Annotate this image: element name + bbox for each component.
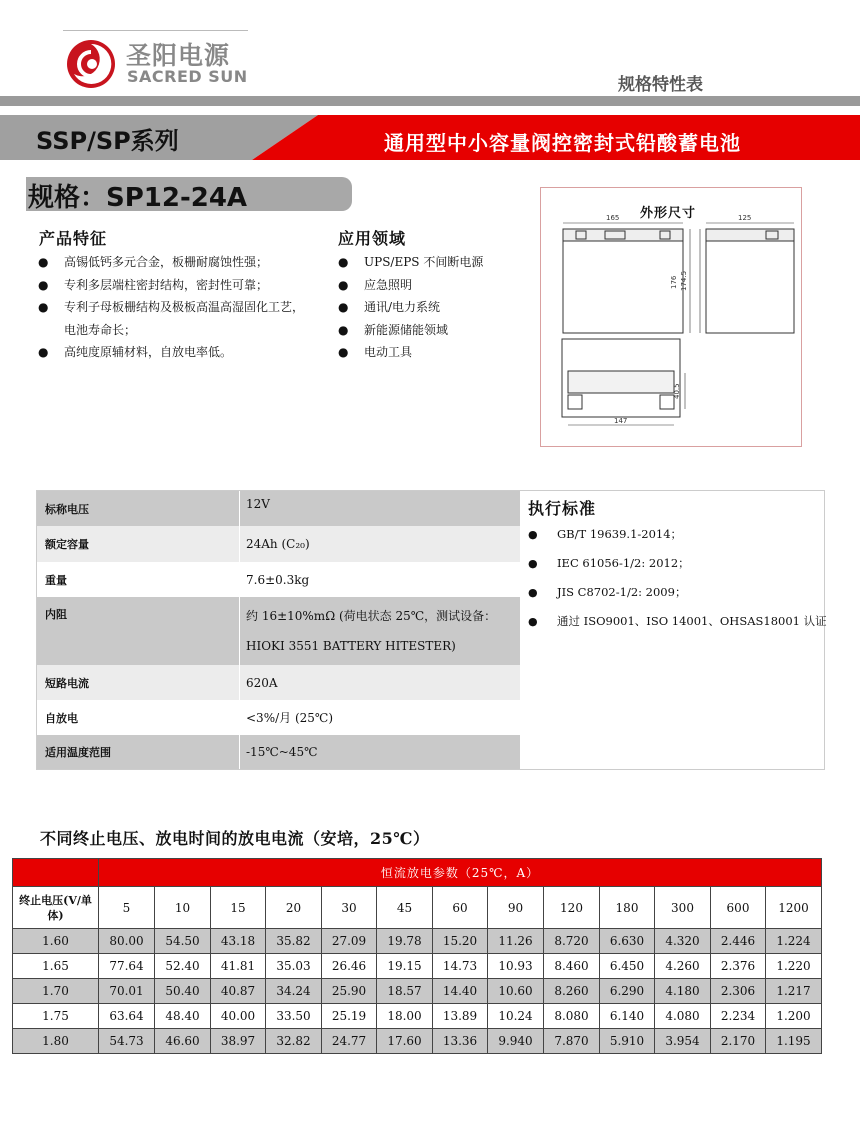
applications-title: 应用领域 (338, 229, 407, 248)
discharge-value-cell: 4.320 (655, 929, 711, 954)
discharge-time-cell: 20 (266, 887, 322, 929)
application-item: ● 新能源储能领域 (338, 319, 538, 342)
spec-row (37, 597, 520, 665)
discharge-value-cell: 13.36 (433, 1029, 488, 1054)
standards-title: 执行标准 (528, 499, 597, 518)
discharge-value-cell: 35.03 (266, 954, 322, 979)
brand-name-cn: 圣阳电源 (126, 41, 231, 70)
discharge-value-cell: 19.78 (377, 929, 433, 954)
discharge-value-cell: 2.306 (711, 979, 766, 1004)
spec-value: <3%/月 (25℃) (239, 700, 520, 735)
features-title: 产品特征 (39, 229, 108, 248)
discharge-time-cell: 10 (155, 887, 211, 929)
feature-item: ● 专利多层端柱密封结构，密封性可靠； (38, 274, 310, 297)
discharge-time-cell: 5 (99, 887, 155, 929)
discharge-value-cell: 10.24 (488, 1004, 544, 1029)
standard-item: ● 通过 ISO9001、ISO 14001、OHSAS18001 认证 (528, 607, 827, 667)
features-list (38, 251, 310, 364)
discharge-value-cell: 13.89 (433, 1004, 488, 1029)
dim-terminal-height: 40.5 (673, 383, 681, 399)
discharge-group-header: 恒流放电参数（25℃，A） (99, 859, 822, 887)
discharge-row (13, 954, 822, 979)
discharge-value-cell: 33.50 (266, 1004, 322, 1029)
discharge-time-header-row (13, 887, 822, 929)
dim-total-height: 174.5 (680, 270, 688, 291)
discharge-value-cell: 80.00 (99, 929, 155, 954)
standard-item: ● JIS C8702-1/2: 2009； (528, 578, 827, 607)
discharge-value-cell: 2.170 (711, 1029, 766, 1054)
spec-row (37, 562, 520, 597)
discharge-value-cell: 7.870 (544, 1029, 600, 1054)
document-type: 规格特性表 (618, 75, 703, 95)
spec-row (37, 735, 520, 769)
discharge-value-cell: 43.18 (211, 929, 266, 954)
discharge-row (13, 1029, 822, 1054)
discharge-value-cell: 11.26 (488, 929, 544, 954)
header-divider (0, 96, 860, 106)
spec-value: 24Ah (C₂₀) (239, 526, 520, 562)
dim-length: 165 (606, 214, 620, 222)
discharge-value-cell: 6.140 (600, 1004, 655, 1029)
discharge-value-cell: 48.40 (155, 1004, 211, 1029)
spec-row (37, 526, 520, 562)
spec-key: 自放电 (45, 711, 78, 725)
discharge-value-cell: 52.40 (155, 954, 211, 979)
discharge-value-cell: 4.260 (655, 954, 711, 979)
discharge-value-cell: 15.20 (433, 929, 488, 954)
discharge-value-cell: 6.630 (600, 929, 655, 954)
discharge-group-header-row (13, 859, 822, 887)
discharge-value-cell: 26.46 (322, 954, 377, 979)
discharge-voltage-cell: 1.75 (13, 1004, 99, 1029)
discharge-value-cell: 35.82 (266, 929, 322, 954)
spec-key: 重量 (45, 573, 67, 587)
standard-item: ● IEC 61056-1/2: 2012； (528, 549, 827, 578)
discharge-value-cell: 17.60 (377, 1029, 433, 1054)
spec-value: 7.6±0.3kg (239, 562, 520, 597)
brand-name-en: SACRED SUN (127, 67, 248, 86)
spec-key: 短路电流 (45, 676, 89, 690)
spec-row (37, 491, 520, 526)
discharge-voltage-cell: 1.65 (13, 954, 99, 979)
discharge-value-cell: 24.77 (322, 1029, 377, 1054)
discharge-value-cell: 5.910 (600, 1029, 655, 1054)
discharge-value-cell: 63.64 (99, 1004, 155, 1029)
standard-item: ● GB/T 19639.1-2014； (528, 520, 827, 549)
spec-row (37, 665, 520, 700)
discharge-voltage-cell: 1.70 (13, 979, 99, 1004)
spec-key: 额定容量 (45, 538, 89, 551)
feature-item: ● 高纯度原辅材料，自放电率低。 (38, 341, 310, 364)
discharge-value-cell: 46.60 (155, 1029, 211, 1054)
spec-key: 内阻 (45, 608, 67, 621)
discharge-value-cell: 27.09 (322, 929, 377, 954)
discharge-time-cell: 120 (544, 887, 600, 929)
discharge-time-cell: 300 (655, 887, 711, 929)
discharge-value-cell: 1.217 (766, 979, 822, 1004)
spec-row (37, 700, 520, 735)
discharge-row (13, 979, 822, 1004)
application-item: ● 电动工具 (338, 341, 538, 364)
discharge-value-cell: 54.50 (155, 929, 211, 954)
discharge-value-cell: 9.940 (488, 1029, 544, 1054)
discharge-value-cell: 77.64 (99, 954, 155, 979)
discharge-value-cell: 1.220 (766, 954, 822, 979)
spec-value: 620A (239, 665, 520, 700)
application-item: ● 应急照明 (338, 274, 538, 297)
discharge-value-cell: 14.40 (433, 979, 488, 1004)
application-item: ● UPS/EPS 不间断电源 (338, 251, 538, 274)
spec-value: -15℃~45℃ (239, 735, 520, 769)
discharge-row (13, 1004, 822, 1029)
discharge-value-cell: 32.82 (266, 1029, 322, 1054)
discharge-voltage-cell: 1.60 (13, 929, 99, 954)
discharge-value-cell: 10.60 (488, 979, 544, 1004)
discharge-time-cell: 60 (433, 887, 488, 929)
discharge-corner-cell (13, 859, 99, 887)
spec-value: 12V (239, 491, 520, 526)
feature-item: ● 专利子母板栅结构及极板高温高湿固化工艺，电池寿命长； (38, 296, 310, 341)
discharge-value-cell: 14.73 (433, 954, 488, 979)
battery-outline-drawing (540, 187, 802, 447)
discharge-value-cell: 25.90 (322, 979, 377, 1004)
dim-width: 125 (738, 214, 752, 222)
discharge-value-cell: 18.00 (377, 1004, 433, 1029)
spec-value: 约 16±10%mΩ (荷电状态 25℃，测试设备：HIOKI 3551 BATTERY HITESTER) (239, 597, 520, 665)
discharge-time-cell: 600 (711, 887, 766, 929)
discharge-value-cell: 41.81 (211, 954, 266, 979)
discharge-value-cell: 50.40 (155, 979, 211, 1004)
drawing-title: 外形尺寸 (640, 206, 697, 221)
discharge-value-cell: 34.24 (266, 979, 322, 1004)
discharge-value-cell: 18.57 (377, 979, 433, 1004)
discharge-value-cell: 6.450 (600, 954, 655, 979)
spec-key: 标称电压 (45, 502, 89, 516)
product-type: 通用型中小容量阀控密封式铅酸蓄电池 (384, 131, 741, 155)
spec-key: 适用温度范围 (45, 746, 111, 759)
discharge-value-cell: 40.00 (211, 1004, 266, 1029)
discharge-value-cell: 8.080 (544, 1004, 600, 1029)
discharge-value-cell: 8.720 (544, 929, 600, 954)
discharge-title: 不同终止电压、放电时间的放电电流（安培，25℃） (40, 829, 430, 848)
series-name: SSP/SP系列 (36, 127, 179, 155)
discharge-value-cell: 1.195 (766, 1029, 822, 1054)
discharge-value-cell: 2.446 (711, 929, 766, 954)
discharge-time-cell: 15 (211, 887, 266, 929)
discharge-value-cell: 4.180 (655, 979, 711, 1004)
feature-item: ● 高锡低钙多元合金，板栅耐腐蚀性强； (38, 251, 310, 274)
discharge-value-cell: 10.93 (488, 954, 544, 979)
discharge-value-cell: 2.376 (711, 954, 766, 979)
discharge-table (12, 858, 822, 1054)
discharge-value-cell: 8.460 (544, 954, 600, 979)
discharge-time-cell: 45 (377, 887, 433, 929)
dim-height: 176 (670, 275, 678, 289)
discharge-row (13, 929, 822, 954)
discharge-value-cell: 70.01 (99, 979, 155, 1004)
discharge-voltage-cell: 1.80 (13, 1029, 99, 1054)
model-title: 规格：SP12-24A (28, 183, 248, 213)
application-item: ● 通讯/电力系统 (338, 296, 538, 319)
discharge-value-cell: 1.200 (766, 1004, 822, 1029)
applications-list (338, 251, 538, 364)
discharge-value-cell: 2.234 (711, 1004, 766, 1029)
discharge-value-cell: 40.87 (211, 979, 266, 1004)
discharge-row-header: 终止电压(V/单体) (13, 887, 99, 929)
discharge-value-cell: 8.260 (544, 979, 600, 1004)
discharge-time-cell: 1200 (766, 887, 822, 929)
discharge-time-cell: 90 (488, 887, 544, 929)
discharge-value-cell: 25.19 (322, 1004, 377, 1029)
discharge-value-cell: 6.290 (600, 979, 655, 1004)
standards-list (528, 520, 827, 667)
discharge-value-cell: 4.080 (655, 1004, 711, 1029)
discharge-value-cell: 3.954 (655, 1029, 711, 1054)
discharge-time-cell: 30 (322, 887, 377, 929)
discharge-value-cell: 38.97 (211, 1029, 266, 1054)
discharge-time-cell: 180 (600, 887, 655, 929)
discharge-value-cell: 54.73 (99, 1029, 155, 1054)
discharge-value-cell: 19.15 (377, 954, 433, 979)
discharge-value-cell: 1.224 (766, 929, 822, 954)
dim-base-length: 147 (614, 417, 628, 425)
